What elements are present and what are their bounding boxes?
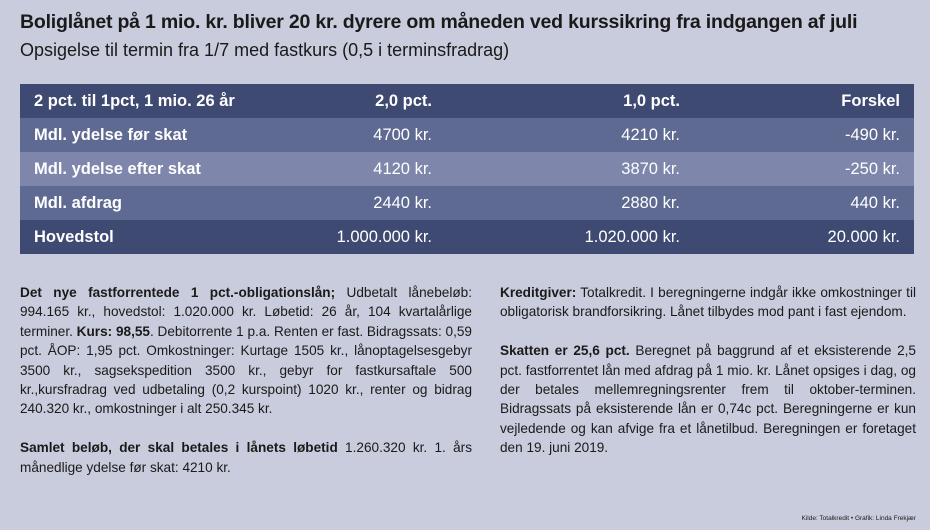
rate-highlight: Kurs: 98,55 [76, 323, 150, 339]
header-cell: Forskel [694, 84, 914, 118]
creditor-text: Totalkredit. I beregningerne indgår ikke omkostninger til obligatorisk brandforsikring. Lånet tilbydes mod pant i fast ejendom. [500, 285, 916, 320]
table-row [20, 118, 914, 152]
source-credit: Kilde: Totalkredit • Grafik: Linda Frekjær [801, 515, 916, 522]
table-cell: 3870 kr. [446, 152, 694, 186]
header-cell: 2 pct. til 1pct, 1 mio. 26 år [20, 84, 258, 118]
row-label: Mdl. afdrag [20, 186, 258, 220]
loan-details-paragraph [20, 283, 472, 419]
tax-text: Beregnet på baggrund af et eksisterende 2,5 pct. fastforrentet lån med afdrag på 1 mio. kr. Lånet opsiges i dag, og der betales mellemregningsrenter frem til oktober-terminen. Bidragssats på eksisterende lån er 0,74c pct. Beregningerne er kun vejledende og kan afvige fra et lånetilbud. Beregningen er foretaget den 19. juni 2019. [500, 343, 916, 456]
loan-details-heading: Det nye fastforrentede 1 pct.-obligationslån; [20, 285, 336, 300]
header-cell: 2,0 pct. [258, 84, 446, 118]
loan-details-text: Udbetalt lånebeløb: 994.165 kr., hovedstol: 1.020.000 kr. Løbetid: 26 år, 104 kvartalårlige terminer. [20, 285, 472, 339]
creditor-heading: Kreditgiver: [500, 285, 577, 300]
header-cell: 1,0 pct. [446, 84, 694, 118]
tax-heading: Skatten er 25,6 pct. [500, 343, 630, 359]
tax-paragraph [500, 341, 916, 457]
row-label: Hovedstol [20, 220, 258, 254]
row-label: Mdl. ydelse efter skat [20, 152, 258, 186]
row-label: Mdl. ydelse før skat [20, 118, 258, 152]
table-cell: 4120 kr. [258, 152, 446, 186]
table-cell: 1.020.000 kr. [446, 220, 694, 254]
table-row [20, 152, 914, 186]
chart-subtitle: Opsigelse til termin fra 1/7 med fastkurs (0,5 i terminsfradrag) [20, 40, 510, 60]
table-cell: 440 kr. [694, 186, 914, 220]
table-cell: -490 kr. [694, 118, 914, 152]
loan-details-text: . Debitorrente 1 p.a. Renten er fast. Bidragssats: 0,59 pct. ÅOP: 1,95 pct. Omkostninger: Kurtage 1505 kr., lånoptagelsesgebyr 3500 kr., sagsekspedition 3500 kr., gebyr for fastkursaftale 500 kr.,kursfradrag ved udbetaling (0,2 kurspoint) 1020 kr., renter og bidrag 240.320 kr., omkostninger i alt 250.345 kr. [20, 323, 472, 417]
notes-column [500, 283, 916, 477]
loan-details-column [20, 283, 472, 496]
comparison-table [20, 84, 914, 254]
total-amount-heading: Samlet beløb, der skal betales i lånets løbetid [20, 440, 338, 456]
table-row [20, 220, 914, 254]
table-cell: 20.000 kr. [694, 220, 914, 254]
table-cell: -250 kr. [694, 152, 914, 186]
table-cell: 4700 kr. [258, 118, 446, 152]
total-amount-paragraph [20, 438, 472, 477]
table-header-row [20, 84, 914, 118]
creditor-paragraph [500, 283, 916, 322]
table-cell: 1.000.000 kr. [258, 220, 446, 254]
table-cell: 4210 kr. [446, 118, 694, 152]
table-cell: 2880 kr. [446, 186, 694, 220]
total-amount-text: 1.260.320 kr. 1. års månedlige ydelse før skat: 4210 kr. [20, 440, 472, 475]
chart-title: Boliglånet på 1 mio. kr. bliver 20 kr. dyrere om måneden ved kurssikring fra indgangen af juli [20, 11, 858, 33]
table-cell: 2440 kr. [258, 186, 446, 220]
table-row [20, 186, 914, 220]
